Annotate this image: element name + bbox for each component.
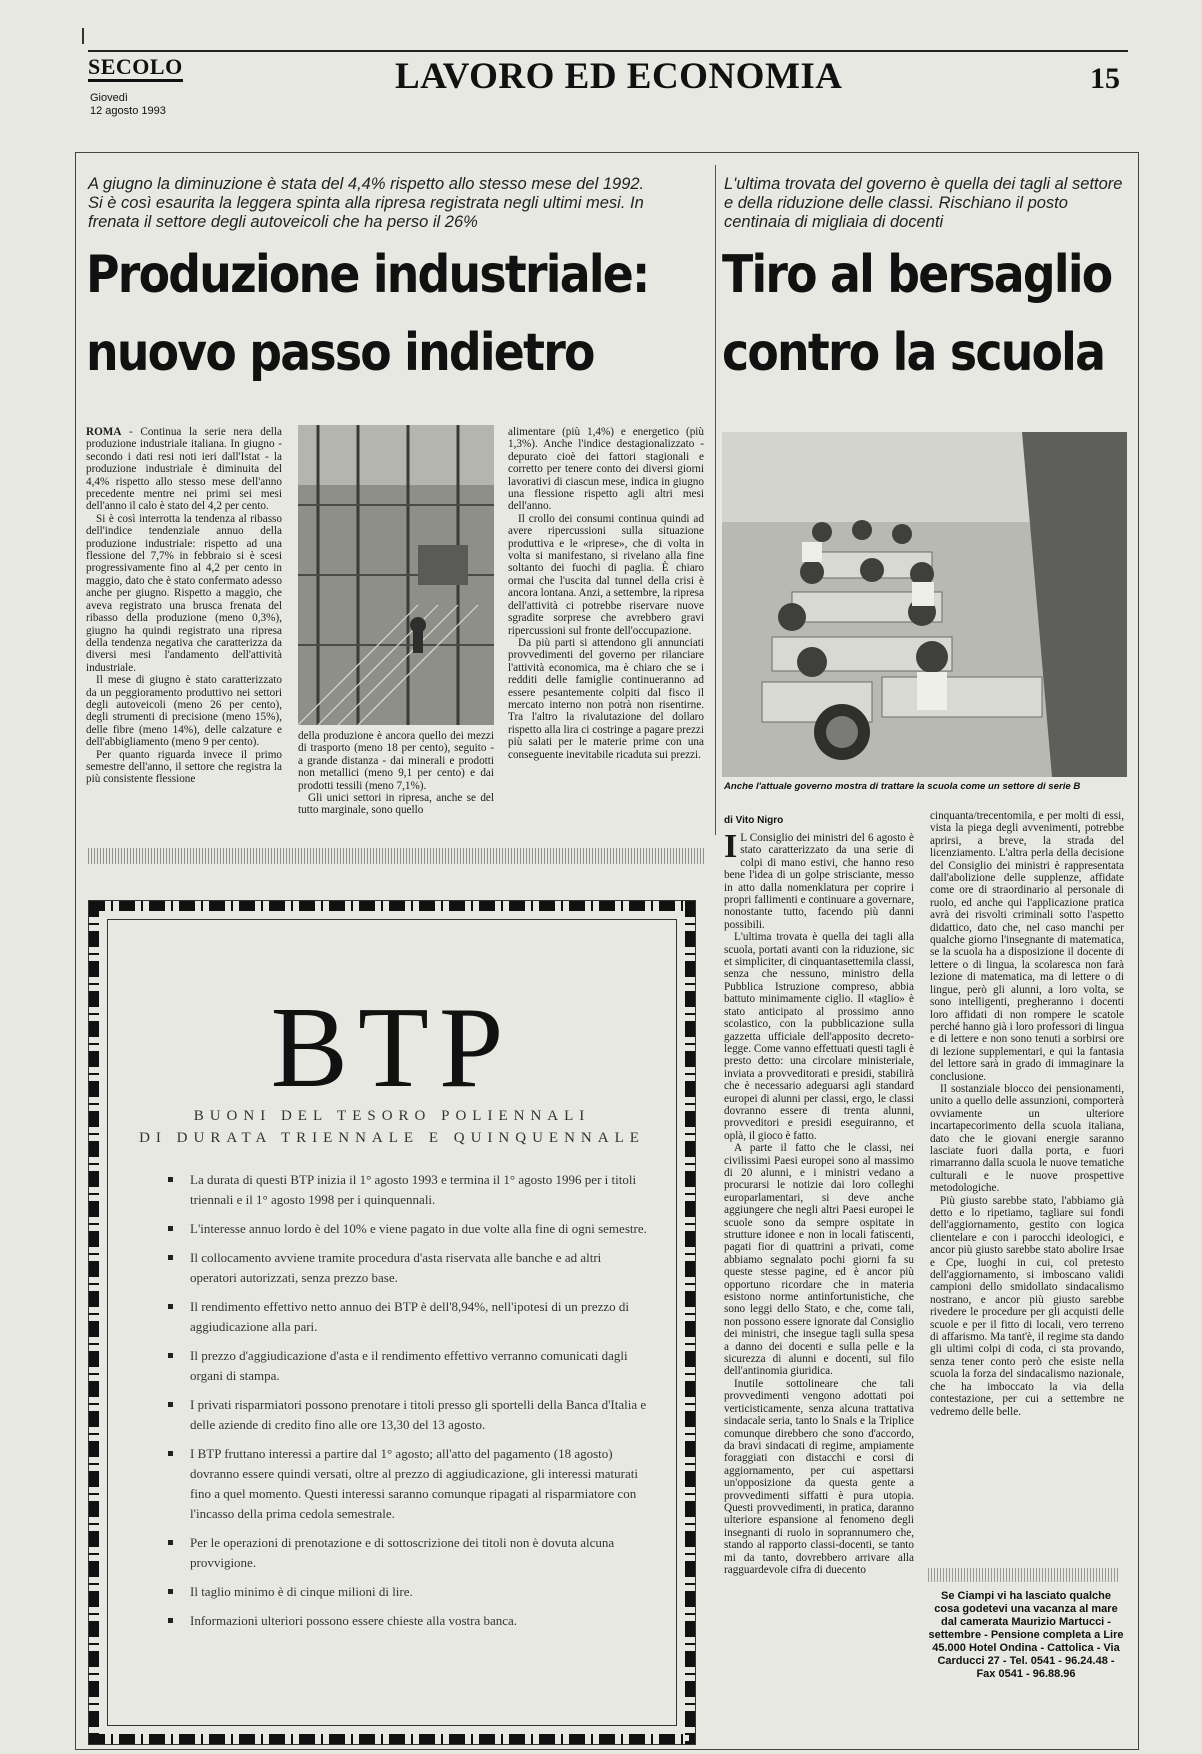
promo-notice: Se Ciampi vi ha lasciato qualche cosa godetevi una vacanza al mare dal camerata Maurizio Martucci - settembre - Pensione completa a Lire 45.000 Hotel Ondina - Cattolica - Via Carducci 27 - Tel. 0541 - 96.24.48 - Fax 0541 - 96.88.96 [928,1590,1124,1680]
industry-photo [298,425,494,725]
paragraph-text: L Consiglio dei ministri del 6 agosto è stato caratterizzato da una serie di colpi di mano estivi, che hanno reso bene l'idea di un golpe strisciante, messo in atto dalla nomenklatura per coprire i propri fallimenti e continuare a governare, nonostante tutto, facendo più danni possibili. [724,832,914,931]
byline: di Vito Nigro [724,815,784,826]
ad-term-item: Il rendimento effettivo netto annuo dei BTP è dell'8,94%, nell'ipotesi di un prezzo di aggiudicazione alla pari. [168,1297,648,1337]
ad-term-item: L'interesse annuo lordo è del 10% e viene pagato in due volte alla fine di ogni semestre. [168,1219,648,1239]
right-headline-line2: contro la scuola [722,323,1105,383]
ad-term-item: Informazioni ulteriori possono essere chieste alla vostra banca. [168,1611,648,1631]
left-article-column-3 [508,426,704,836]
paragraph: Si è così interrotta la tendenza al ribasso dell'indice tendenziale annuo della produzione industriale: rispetto ad una flessione del 7,7% in febbraio si è scesi progressivamente fino al 4,2 per cento in maggio, dato che è stato confermato adesso anche per giugno. Rispetto a maggio, che aveva registrato una brusca frenata del ribasso della produzione (meno 0,3%), giugno ha quindi registrato una ripresa della tendenza negativa che caratterizza da diversi mesi l'andamento dell'attività industriale. [86,512,282,674]
paragraph: della produzione è ancora quello dei mezzi di trasporto (meno 18 per cento), seguito - a grande distanza - dai minerali e prodotti non metallici (meno 9,1 per cento) e dai prodotti tessili (meno 7,1%). [298,730,494,792]
margin-tick [82,28,84,44]
page-number: 15 [1090,62,1120,95]
ad-border [89,901,99,1744]
ad-terms-list [168,1170,648,1640]
ad-subtitle-1: BUONI DEL TESORO POLIENNALI [193,1108,591,1124]
ad-term-item: Il taglio minimo è di cinque milioni di lire. [168,1582,648,1602]
issue-day: Giovedì [90,92,128,104]
dateline: ROMA [86,426,122,438]
issue-date: 12 agosto 1993 [90,105,166,117]
right-headline-line1: Tiro al bersaglio [722,245,1112,305]
paragraph: Il mese di giugno è stato caratterizzato da un peggioramento produttivo nei settori degli autoveicoli (meno 26 per cento), degli strumenti di precisione (meno 15%), delle fibre (meno 14%), delle calzature e dell'abbigliamento (meno 9 per cento). [86,674,282,749]
ad-inner-frame [107,919,677,1726]
ad-term-item: La durata di questi BTP inizia il 1° agosto 1993 e termina il 1° agosto 1996 per i titoli triennali e il 1° agosto 1998 per i quinquennali. [168,1170,648,1210]
right-article-column-1 [724,832,914,1742]
ad-title: BTP [270,984,514,1112]
ad-subtitle-2: DI DURATA TRIENNALE E QUINQUENNALE [139,1130,645,1146]
section-title: LAVORO ED ECONOMIA [395,56,843,97]
paragraph: L'ultima trovata è quella dei tagli alla scuola, portati avanti con la riduzione, sic et simpliciter, di cinquantasettemila classi, senza che nessuno, ministro della Pubblica Istruzione compreso, abbia battuto minimamente ciglio. Il «taglio» è stato anticipato al prossimo anno scolastico, con la pubblicazione sulla gazzetta ufficiale dell'apposito decreto-legge. Come vanno effettuati questi tagli è presto detto: una circolare ministeriale, inviata a provveditorati e presidi, stabilirà che è necessario adeguarsi agli standard europei di alunni per classi, ergo, le classi dovranno essere di trenta alunni, provveditori e presidi eseguiranno, et oplà, il gioco è fatto. [724,931,914,1142]
paragraph: Da più parti si attendono gli annunciati provvedimenti del governo per rilanciare l'attività economica, ma è chiaro che se i redditi delle famiglie continueranno ad essere pesantemente colpiti dal fisco il mercato interno non potrà non risentirne. Tra l'altro la rivalutazione del dollaro rispetto alla lira ci costringe a pagare prezzi più salati per le materie prime con una conseguente inevitabile ricaduta sui prezzi. [508,636,704,761]
left-article-column-2 [298,730,494,836]
photo-caption: Anche l'attuale governo mostra di trattare la scuola come un settore di serie B [724,781,1081,792]
classroom-photo [722,432,1127,777]
ad-term-item: Il collocamento avviene tramite procedura d'asta riservata alle banche e ad altri operatori autorizzati, senza prezzo base. [168,1248,648,1288]
ad-term-item: Il prezzo d'aggiudicazione d'asta e il rendimento effettivo verranno comunicati dagli organi di stampa. [168,1346,648,1386]
right-kicker: L'ultima trovata del governo è quella dei tagli al settore e della riduzione delle classi. Rischiano il posto centinaia di migliaia di docenti [724,175,1123,231]
column-separator [715,165,716,835]
right-article-column-2 [930,810,1124,1560]
paragraph: A parte il fatto che le classi, nei civilissimi Paesi europei sono al massimo di 20 alunni, e i ministri vedano a procurarsi le notizie dai loro colleghi europarlamentari, si deve anche aggiungere che negli altri Paesi europei le scuole sono da sempre ospitate in strutture idonee e non in locali fatiscenti, pagati fior di quattrini a privati, come abbiamo segnalato pochi giorni fa su queste stesse pagine, ed è ancor più opportuno ricordare che in materia esistono norme antinfortunistiche, che sono leggi dello Stato, e che, come tali, non possono essere ignorate dal Consiglio dei ministri, che insegue tagli sulla spesa a danno dei docenti e sulla pelle e la sicurezza di alunni e docenti, sul filo dell'antinomia giuridica. [724,1142,914,1378]
paragraph: - Continua la serie nera della produzione industriale italiana. In giugno - secondo i dati resi noti ieri dall'Istat - la produzione industriale è diminuita del 4,4% rispetto allo stesso mese dell'anno precedente mentre nei primi sei mesi dell'anno il calo è stato del 4,2 per cento. [86,426,282,513]
ad-border [89,901,695,911]
masthead-rule [88,50,1128,52]
left-headline-line2: nuovo passo indietro [86,323,594,383]
separator-band [928,1568,1118,1582]
ad-border [685,901,695,1744]
ad-term-item: I privati risparmiatori possono prenotare i titoli presso gli sportelli della Banca d'Italia e delle aziende di credito fino alle ore 13,30 del 13 agosto. [168,1395,648,1435]
btp-advertisement [88,900,696,1745]
left-article-column-1 [86,426,282,836]
left-kicker: A giugno la diminuzione è stata del 4,4% rispetto allo stesso mese del 1992. Si è così esaurita la leggera spinta alla ripresa registrata negli ultimi mesi. In frenata il settore degli autoveicoli che ha perso il 26% [88,175,645,231]
paragraph: Inutile sottolineare che tali provvedimenti vengono adottati poi verticisticamente, senza alcuna trattativa sindacale seria, tanto lo Snals e la Triplice comunque direbbero che sono d'accordo, da bravi sindacati di regime, ampiamente foraggiati con distacchi e corsi di aggiornamento, per cui aspettarsi un'opposizione da questa gente a provvedimenti siffatti è pura utopia. Questi provvedimenti, in pratica, daranno ulteriore espansione al fenomeno degli insegnanti di ruolo in soprannumero che, stando al rapporto classi-docenti, se tanto mi da tanto, dovrebbero arrivare alla ragguardevole cifra di duecento [724,1377,914,1576]
paragraph: Il sostanziale blocco dei pensionamenti, unito a quello delle assunzioni, comporterà ovviamente un ulteriore incartapecorimento della scuola italiana, dato che le giovani energie saranno lasciate fuori dalla porta, e fuori rimarranno dalla scuola le nuove tematiche culturali e le nuove prospettive metodologiche. [930,1082,1124,1195]
paragraph: cinquanta/trecentomila, e per molti di essi, vista la piega degli avvenimenti, potrebbe aprirsi, a breve, la strada del licenziamento. L'altra perla della decisione del Consiglio dei ministri è rappresentata dall'abolizione delle supplenze, affidate come ore di straordinario al personale di ruolo, ed anche qui l'applicazione pratica avrà dei risvolti criminali sotto l'aspetto didattico, dato che, nel caso manchi per qualche giorno l'insegnante di matematica, se la scuola ha a disposizione il docente di lettere o di lingua, la scolaresca non farà lezione di matematica, ma di lettere o di lingue, però gli alunni, a loro volta, se sono intelligenti, pregheranno i docenti loro affidati di non rompere le scatole perché hanno già i loro professori di lingua e di lettere e non sono tenuti a sorbirsi ore di lezione supplementari, e qui la fantasia del lettore sarà in grado di immaginare la conclusione. [930,810,1124,1083]
paragraph: Il crollo dei consumi continua quindi ad avere ripercussioni sulla situazione produttiva e le «riprese», che di volta in volta si manifestano, si rivelano alla fine soltanto dei fuochi di paglia. È chiaro ormai che l'uscita dal tunnel della crisi è ancora lontana. Anzi, a settembre, la ripresa dell'attività ci potrebbe riservare nuove sgradite sorprese che avrebbero gravi ripercussioni sul fronte dell'occupazione. [508,512,704,637]
paragraph: Gli unici settori in ripresa, anche se del tutto marginale, sono quello [298,792,494,817]
ad-term-item: Per le operazioni di prenotazione e di sottoscrizione dei titoli non è dovuta alcuna provvigione. [168,1533,648,1573]
separator-band [88,848,706,864]
classroom-photo-image [722,432,1127,777]
ad-term-item: I BTP fruttano interessi a partire dal 1° agosto; all'atto del pagamento (18 agosto) dovranno essere quindi versati, oltre al prezzo di aggiudicazione, gli interessi maturati fino a quel momento. Questi interessi saranno comunque ripagati al risparmiatore con l'incasso della prima cedola semestrale. [168,1444,648,1524]
paragraph [724,832,914,931]
industry-photo-image [298,425,494,725]
paragraph: Per quanto riguarda invece il primo semestre dell'anno, il settore che registra la più consistente flessione [86,748,282,786]
paragraph: alimentare (più 1,4%) e energetico (più 1,3%). Anche l'indice destagionalizzato - depurato cioè dei fattori stagionali e corretto per tenere conto dei diversi giorni lavorativi di ciascun mese, indica in giugno una flessione rispetto agli altri mesi dell'anno. [508,426,704,513]
left-headline-line1: Produzione industriale: [86,245,649,305]
paper-name: SECOLO [88,55,183,82]
dropcap: I [724,832,738,865]
paragraph: Più giusto sarebbe stato, l'abbiamo già detto e lo ripetiamo, tagliare sui fondi dell'aggiornamento, gestito con logica clientelare e con i parocchi ideologici, e ancor più giusto sarebbe stato abolire Irsae e Cpe, luoghi in cui, col pretesto dell'aggiornamento, si imboscano validi campioni dello smidollato sindacalismo nostrano, e ancor più giusto sarebbe rivedere le procedure per gli acquisti delle scuole e per il fitto di locali, vero terreno di affarismo. Ma tant'è, il regime sta dando gli ultimi colpi di coda, ci sta provando, senza tener conto però che esiste nella scuola la forza del sindacalismo nazionale, che ha imboccato la via della contestazione, per cui a settembre ne vedremo delle belle. [930,1194,1124,1418]
ad-border [89,1734,695,1744]
